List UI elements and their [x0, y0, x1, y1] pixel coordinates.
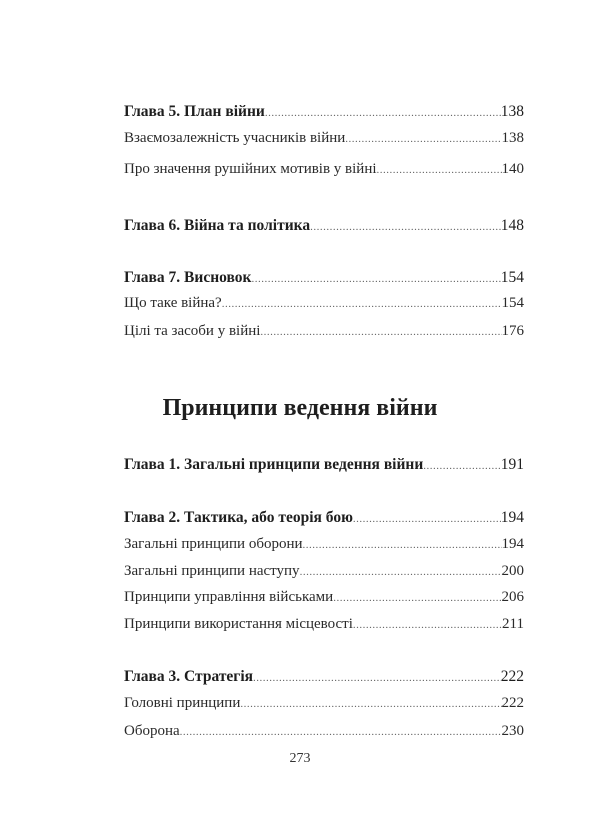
dot-leader	[222, 295, 502, 313]
dot-leader	[260, 323, 501, 341]
page-number: 273	[289, 751, 311, 766]
entry-title: Що таке війна?	[124, 295, 222, 311]
dot-leader	[377, 161, 502, 179]
entry-title: Загальні принципи оборони	[124, 536, 303, 552]
toc-entry	[124, 160, 524, 179]
entry-title: Глава 3. Стратегія	[124, 668, 254, 685]
dot-leader	[300, 563, 502, 581]
entry-page: 211	[502, 616, 524, 632]
toc-entry	[124, 456, 524, 475]
toc-entry	[124, 322, 524, 341]
entry-page: 194	[501, 536, 524, 552]
dot-leader	[310, 218, 501, 236]
dot-leader	[240, 695, 501, 713]
entry-title: Взаємозалежність учасників війни	[124, 130, 346, 146]
toc-entry	[124, 588, 524, 607]
entry-title: Про значення рушійних мотивів у війні	[124, 161, 377, 177]
toc-entry	[124, 722, 524, 741]
dot-leader	[353, 616, 502, 634]
entry-page: 200	[501, 563, 524, 579]
dot-leader	[251, 270, 500, 288]
entry-title: Глава 2. Тактика, або теорія бою	[124, 509, 353, 526]
toc-entry	[124, 509, 524, 528]
dot-leader	[353, 510, 501, 528]
entry-page: 176	[501, 323, 524, 339]
entry-page: 194	[500, 509, 524, 526]
entry-page: 206	[501, 589, 524, 605]
dot-leader	[303, 536, 502, 554]
dot-leader	[253, 669, 501, 687]
toc-entry	[124, 269, 524, 288]
toc-entry	[124, 129, 524, 148]
entry-page: 148	[500, 217, 524, 234]
entry-page: 140	[501, 161, 524, 177]
entry-page: 154	[500, 269, 524, 286]
toc-entry	[124, 668, 524, 687]
toc-entry	[124, 103, 524, 122]
entry-title: Глава 7. Висновок	[124, 269, 252, 286]
entry-page: 230	[501, 723, 524, 739]
toc-entry	[124, 615, 524, 634]
dot-leader	[180, 723, 502, 741]
entry-title: Глава 5. План війни	[124, 103, 265, 120]
entry-page: 222	[500, 668, 524, 685]
entry-title: Головні принципи	[124, 695, 241, 711]
toc-entry	[124, 694, 524, 713]
dot-leader	[333, 589, 501, 607]
entry-page: 222	[501, 695, 524, 711]
entry-title: Цілі та засоби у війні	[124, 323, 261, 339]
toc-entry	[124, 294, 524, 313]
section-heading: Принципи ведення війни	[162, 395, 438, 421]
entry-title: Глава 1. Загальні принципи ведення війни	[124, 456, 424, 473]
entry-page: 154	[501, 295, 524, 311]
dot-leader	[423, 457, 500, 475]
entry-title: Принципи використання місцевості	[124, 616, 353, 632]
entry-title: Загальні принципи наступу	[124, 563, 300, 579]
toc-entry	[124, 535, 524, 554]
entry-title: Оборона	[124, 723, 180, 739]
entry-page: 138	[501, 130, 524, 146]
toc-entry	[124, 562, 524, 581]
dot-leader	[265, 104, 501, 122]
toc-entry	[124, 217, 524, 236]
dot-leader	[345, 130, 501, 148]
entry-title: Принципи управління військами	[124, 589, 334, 605]
entry-page: 138	[500, 103, 524, 120]
entry-title: Глава 6. Війна та політика	[124, 217, 311, 234]
entry-page: 191	[500, 456, 524, 473]
